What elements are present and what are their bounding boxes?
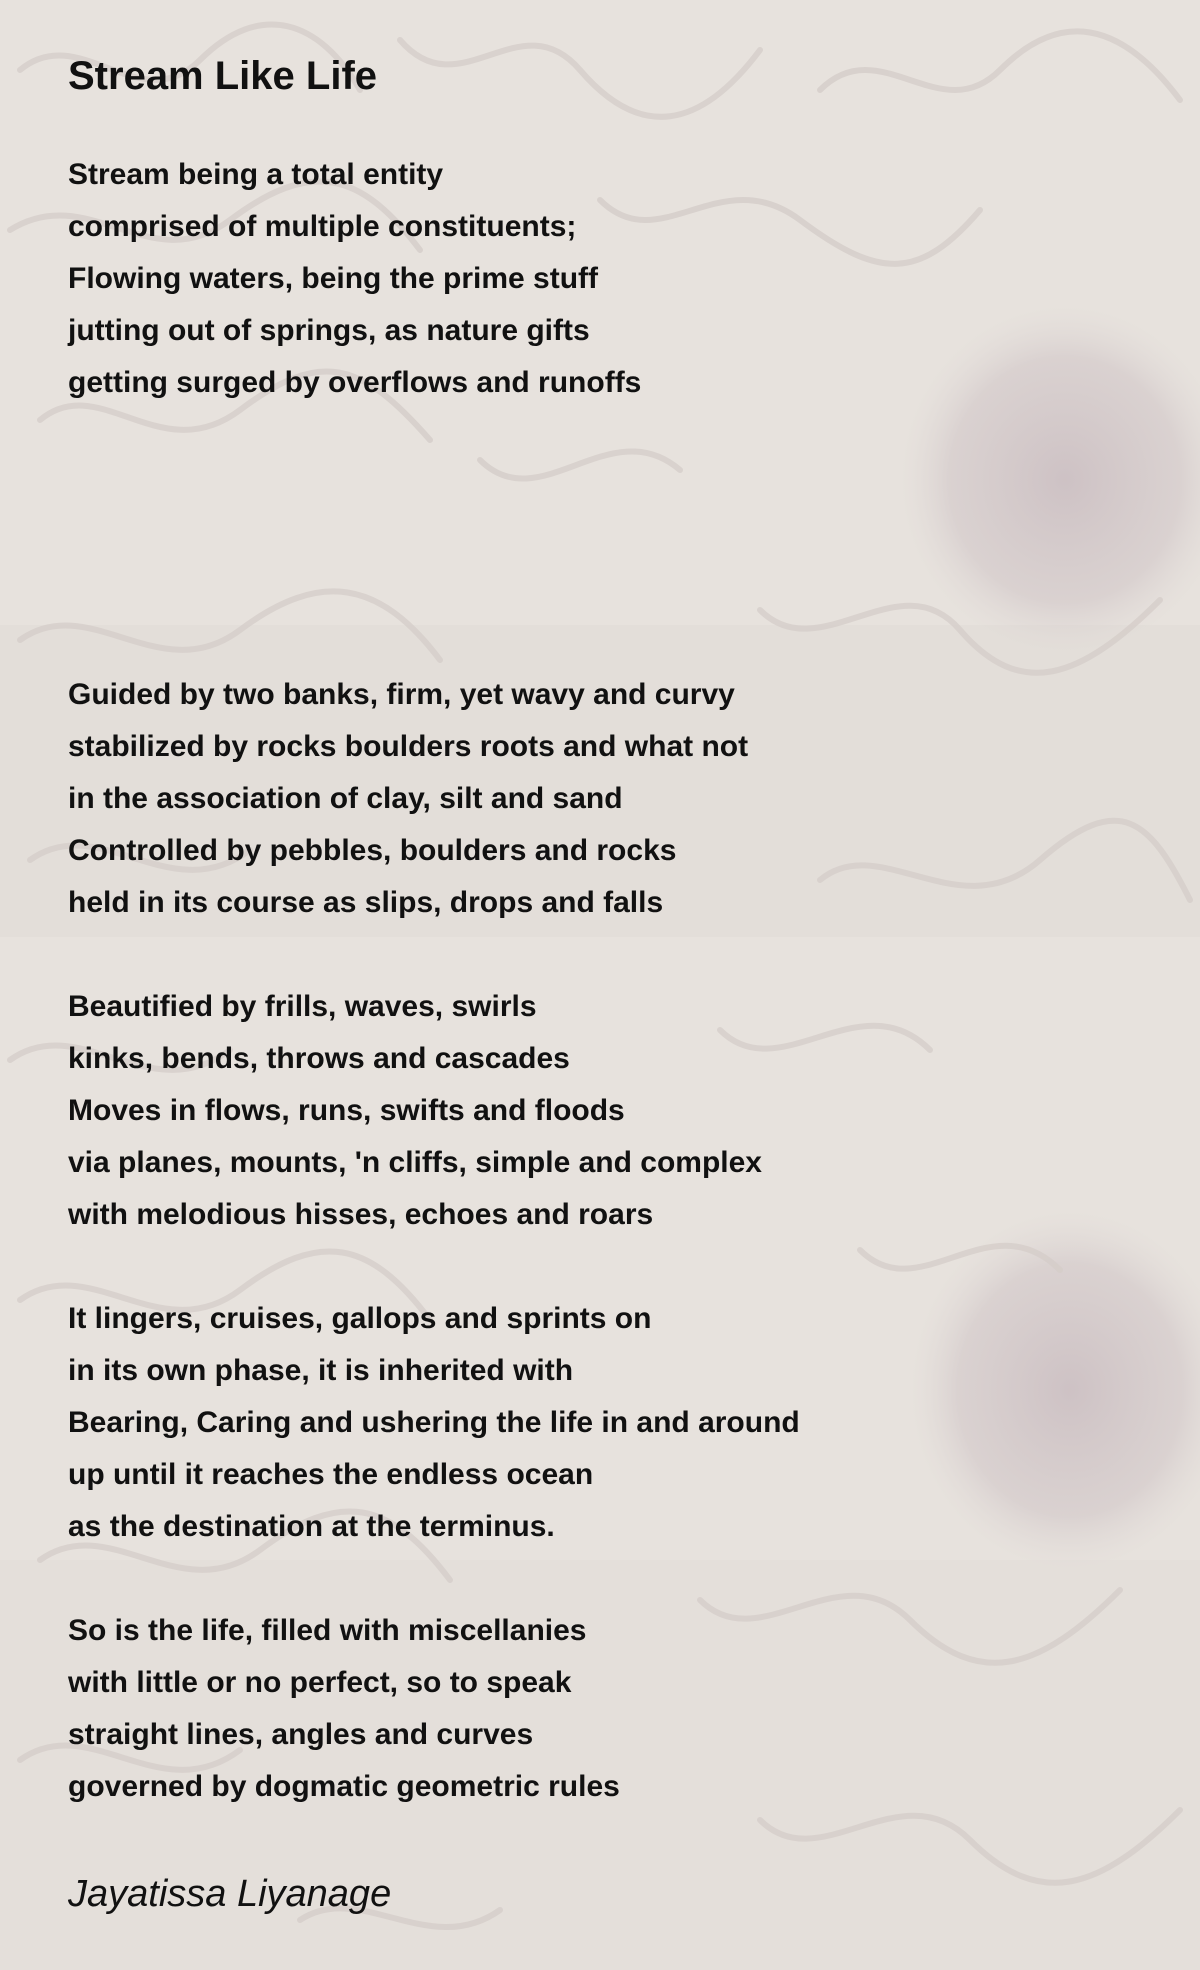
poem-line: governed by dogmatic geometric rules xyxy=(68,1770,620,1803)
poem-line: Beautified by frills, waves, swirls xyxy=(68,990,537,1023)
poem-line: kinks, bends, throws and cascades xyxy=(68,1042,570,1075)
poem-line: Bearing, Caring and ushering the life in and around xyxy=(68,1406,800,1439)
poem-line: comprised of multiple constituents; xyxy=(68,210,577,243)
poem-line: straight lines, angles and curves xyxy=(68,1718,534,1751)
poem-title: Stream Like Life xyxy=(68,54,378,98)
poem-line: jutting out of springs, as nature gifts xyxy=(68,314,590,347)
poem-line: in its own phase, it is inherited with xyxy=(68,1354,574,1387)
poem-line: with little or no perfect, so to speak xyxy=(68,1666,572,1699)
poem-line: Guided by two banks, firm, yet wavy and curvy xyxy=(68,678,735,711)
poem-line: held in its course as slips, drops and falls xyxy=(68,886,664,919)
poem-line: Controlled by pebbles, boulders and rocks xyxy=(68,834,677,867)
poem-line: stabilized by rocks boulders roots and what not xyxy=(68,730,749,763)
poem-line: with melodious hisses, echoes and roars xyxy=(68,1198,654,1231)
poem-line: So is the life, filled with miscellanies xyxy=(68,1614,587,1647)
poem-line: in the association of clay, silt and sand xyxy=(68,782,623,815)
poem-line: via planes, mounts, 'n cliffs, simple and complex xyxy=(68,1146,762,1179)
poem-line: It lingers, cruises, gallops and sprints on xyxy=(68,1302,652,1335)
poem-line: Flowing waters, being the prime stuff xyxy=(68,262,599,295)
poem-line: Moves in flows, runs, swifts and floods xyxy=(68,1094,625,1127)
poem-line: up until it reaches the endless ocean xyxy=(68,1458,594,1491)
poem-line: as the destination at the terminus. xyxy=(68,1510,555,1543)
poem-line: getting surged by overflows and runoffs xyxy=(68,366,642,399)
poem-line: Stream being a total entity xyxy=(68,158,444,191)
poem-author: Jayatissa Liyanage xyxy=(68,1873,392,1915)
